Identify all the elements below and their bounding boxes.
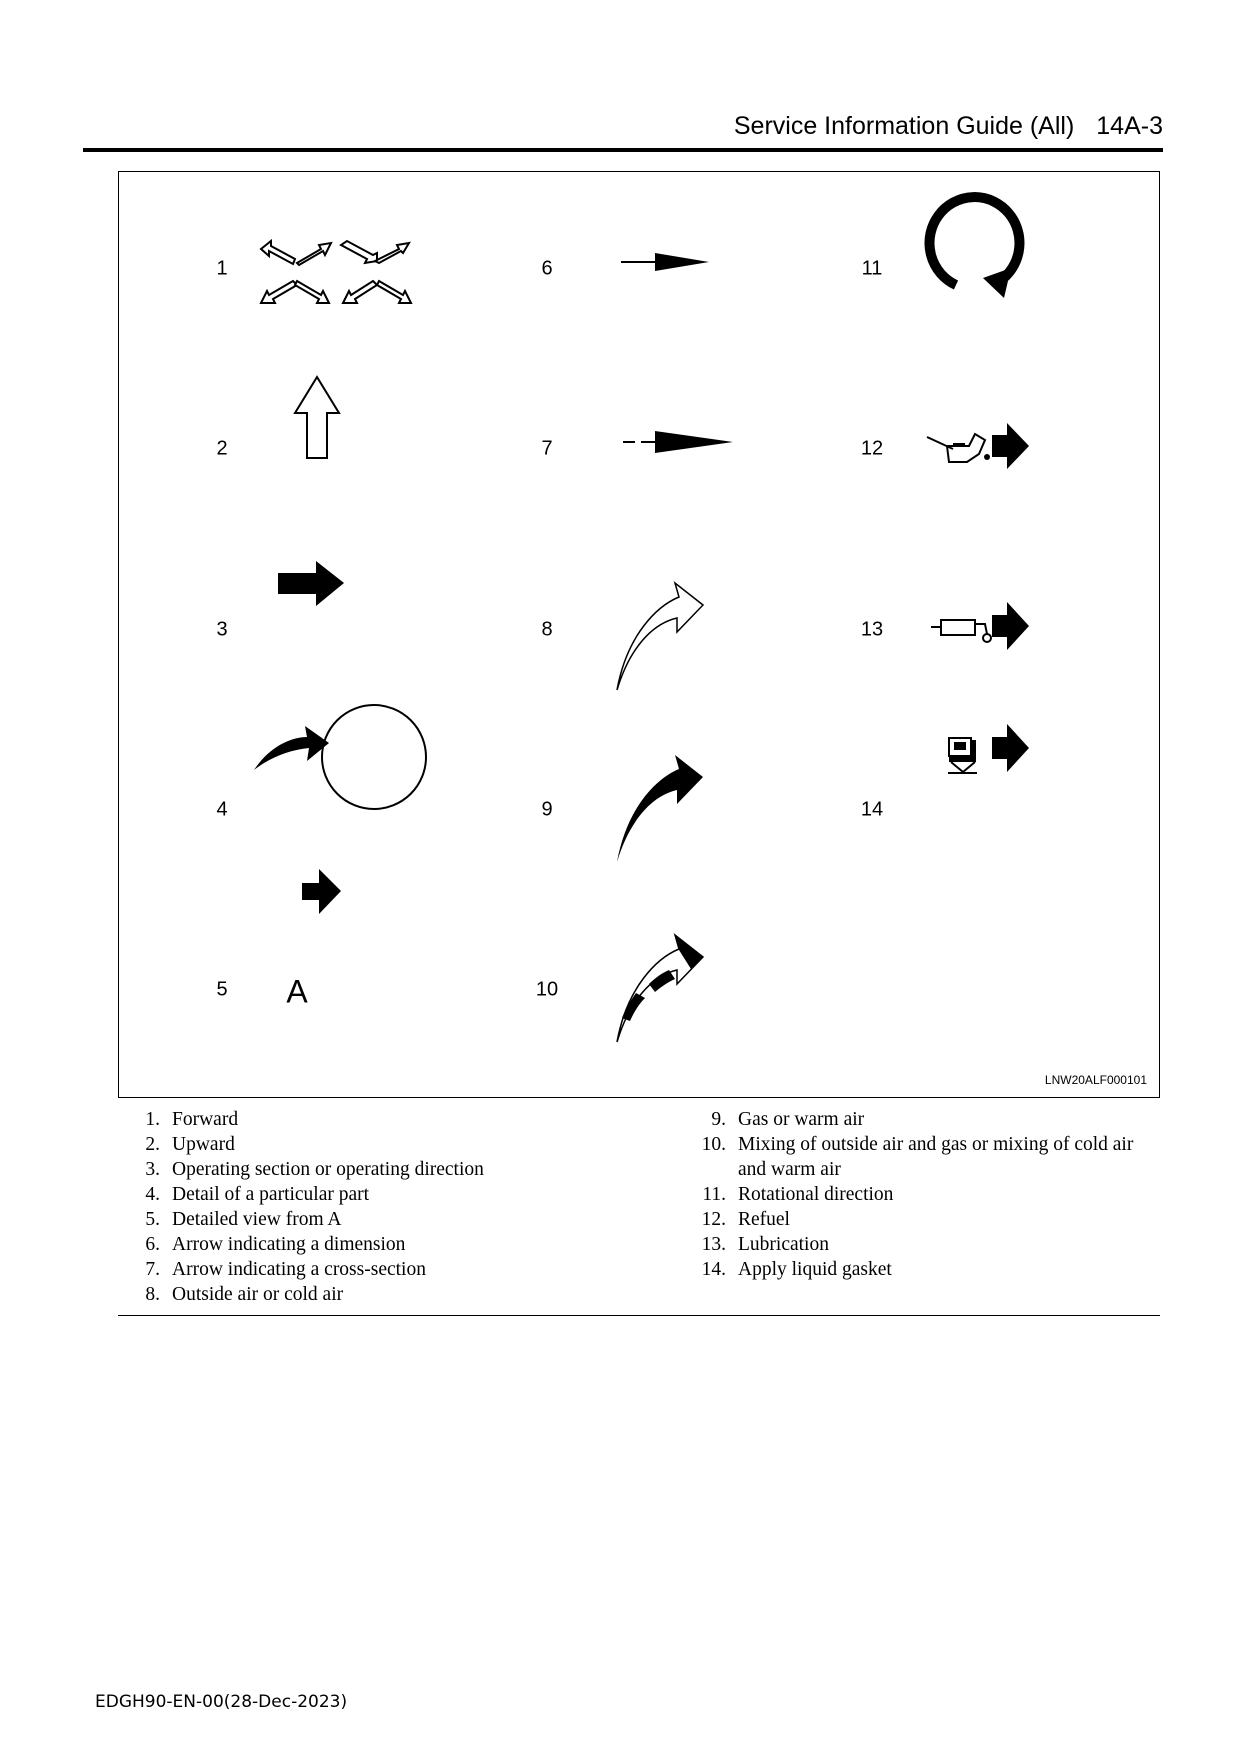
- figure-code: LNW20ALF000101: [1044, 1073, 1147, 1087]
- legend-item: 9. Gas or warm air: [711, 1109, 865, 1130]
- mixed-air-arrow-icon: [617, 935, 703, 1042]
- legend-item: 10. Mixing of outside air and gas or mixing of cold air and warm air: [701, 1134, 1134, 1180]
- symbol-number-9: 9: [541, 798, 553, 821]
- header-page-number: 14A-3: [1096, 112, 1163, 140]
- rotation-arrow-icon: [929, 197, 1019, 298]
- document-id: EDGH90-EN-00(28-Dec-2023): [95, 1692, 348, 1712]
- legend-left-column: [118, 1107, 658, 1307]
- legend-bottom-rule: [118, 1315, 1160, 1316]
- warm-air-arrow-icon: [617, 755, 703, 862]
- legend-item: 14. Apply liquid gasket: [701, 1259, 892, 1280]
- header-title: Service Information Guide (All): [733, 112, 1075, 140]
- upward-arrow-icon: [295, 377, 339, 458]
- legend-item: 1. Forward: [145, 1109, 239, 1130]
- header-text: [734, 112, 1163, 141]
- page-header: [83, 108, 1163, 152]
- symbol-number-12: 12: [860, 437, 884, 460]
- legend-item: 12. Refuel: [701, 1209, 790, 1230]
- symbol-number-13: 13: [860, 618, 884, 641]
- legend-item: 6. Arrow indicating a dimension: [145, 1234, 406, 1255]
- detail-part-arrow-icon: [254, 726, 329, 770]
- legend-item: 5. Detailed view from A: [145, 1209, 342, 1230]
- symbol-number-7: 7: [541, 437, 553, 460]
- liquid-gasket-icon: [948, 724, 1029, 773]
- symbol-number-5: 5: [216, 978, 228, 1001]
- refuel-icon: [927, 423, 1029, 469]
- legend-right-column: [684, 1107, 1154, 1282]
- symbol-number-14: 14: [860, 798, 884, 821]
- legend-item: 13. Lubrication: [701, 1234, 829, 1255]
- legend-item: 4. Detail of a particular part: [145, 1184, 370, 1205]
- symbol-number-6: 6: [541, 257, 553, 280]
- legend-item: 2. Upward: [145, 1134, 235, 1155]
- symbol-number-8: 8: [541, 618, 553, 641]
- cold-air-arrow-icon: [617, 583, 703, 690]
- symbol-drawing: [119, 172, 1161, 1099]
- symbol-5-letter: A: [286, 973, 308, 1010]
- lubrication-icon: [931, 602, 1029, 650]
- symbol-number-10: 10: [535, 978, 559, 1001]
- symbol-number-3: 3: [216, 618, 228, 641]
- legend-item: 7. Arrow indicating a cross-section: [145, 1259, 426, 1280]
- symbol-number-11: 11: [861, 257, 883, 280]
- symbol-number-2: 2: [216, 437, 228, 460]
- detail-part-circle-icon: [322, 705, 426, 809]
- dimension-arrow-icon: [621, 253, 709, 271]
- symbol-number-4: 4: [216, 798, 228, 821]
- operating-direction-arrow-icon: [278, 561, 344, 606]
- forward-arrows-icon: [261, 241, 411, 303]
- legend-item: 8. Outside air or cold air: [145, 1284, 344, 1305]
- legend-item: 11. Rotational direction: [702, 1184, 894, 1205]
- cross-section-arrow-icon: [623, 431, 733, 453]
- symbol-figure: [118, 171, 1160, 1098]
- symbol-number-1: 1: [216, 257, 228, 280]
- legend-item: 3. Operating section or operating direction: [145, 1159, 484, 1180]
- detail-view-arrow-icon: [302, 869, 341, 914]
